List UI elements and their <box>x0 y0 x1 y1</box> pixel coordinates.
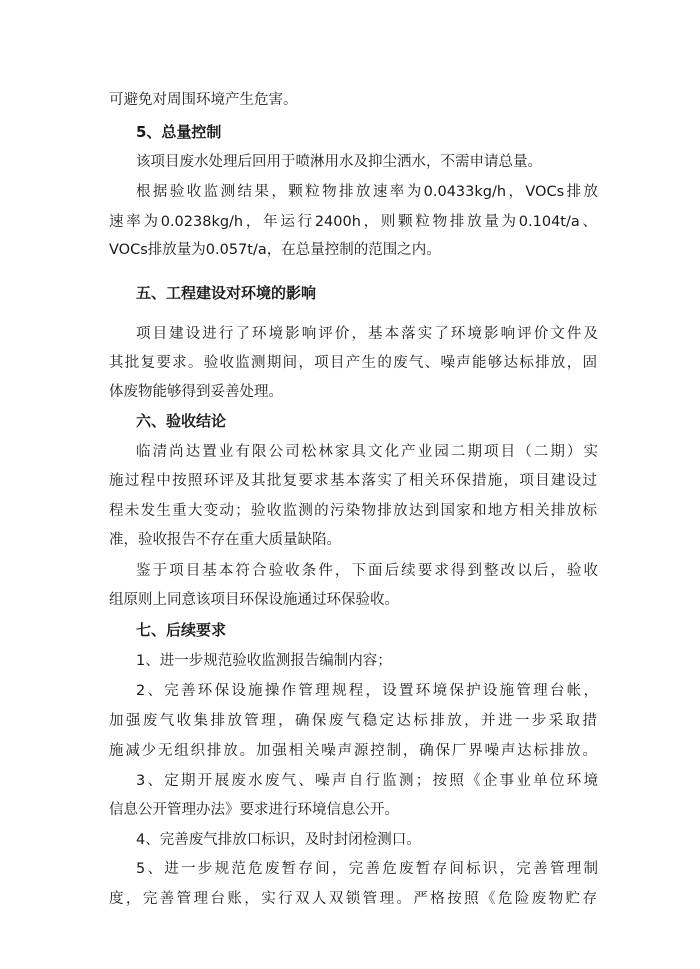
body-text-line: 鉴于项目基本符合验收条件，下面后续要求得到整改以后，验收 <box>136 563 598 579</box>
body-text-line: 项目建设进行了环境影响评价，基本落实了环境影响评价文件及 <box>136 326 598 342</box>
body-text-line: 临清尚达置业有限公司松林家具文化产业园二期项目（二期）实 <box>136 444 598 460</box>
body-text-line: 可避免对周围环境产生危害。 <box>109 92 298 108</box>
body-text-line: 组原则上同意该项目环保设施通过环保验收。 <box>109 592 399 608</box>
section-heading: 六、验收结论 <box>136 412 227 430</box>
body-text-line: 根据验收监测结果，颗粒物排放速率为0.0433kg/h，VOCs排放 <box>136 184 598 200</box>
list-item: 2、完善环保设施操作管理规程，设置环境保护设施管理台帐， <box>136 683 598 699</box>
list-item: 4、完善废气排放口标识，及时封闭检测口。 <box>136 832 421 848</box>
list-item: 1、进一步规范验收监测报告编制内容； <box>136 653 392 669</box>
body-text-line: 度，完善管理台账，实行双人双锁管理。严格按照《危险废物贮存 <box>109 891 597 907</box>
section-heading: 五、工程建设对环境的影响 <box>136 284 317 302</box>
body-text-line: 施减少无组织排放。加强相关噪声源控制，确保厂界噪声达标排放。 <box>109 743 597 759</box>
body-text-line: 速率为0.0238kg/h，年运行2400h，则颗粒物排放量为0.104t/a、 <box>109 214 597 230</box>
body-text-line: VOCs排放量为0.057t/a，在总量控制的范围之内。 <box>109 242 441 258</box>
list-item: 3、定期开展废水废气、噪声自行监测；按照《企事业单位环境 <box>136 773 598 789</box>
list-item: 5、进一步规范危废暂存间，完善危废暂存间标识，完善管理制 <box>136 861 598 877</box>
section-heading: 七、后续要求 <box>136 621 227 639</box>
body-text-line: 程未发生重大变动；验收监测的污染物排放达到国家和地方相关排放标 <box>109 503 597 519</box>
body-text-line: 施过程中按照环评及其批复要求基本落实了相关环保措施，项目建设过 <box>109 473 597 489</box>
body-text-line: 信息公开管理办法》要求进行环境信息公开。 <box>109 802 399 818</box>
body-text-line: 该项目废水处理后回用于喷淋用水及抑尘洒水，不需申请总量。 <box>136 154 542 170</box>
section-heading: 5、总量控制 <box>136 123 222 141</box>
body-text-line: 准，验收报告不存在重大质量缺陷。 <box>109 532 341 548</box>
body-text-line: 加强废气收集排放管理，确保废气稳定达标排放，并进一步采取措 <box>109 713 597 729</box>
body-text-line: 体废物能够得到妥善处理。 <box>109 384 283 400</box>
body-text-line: 其批复要求。验收监测期间，项目产生的废气、噪声能够达标排放，固 <box>109 355 597 371</box>
